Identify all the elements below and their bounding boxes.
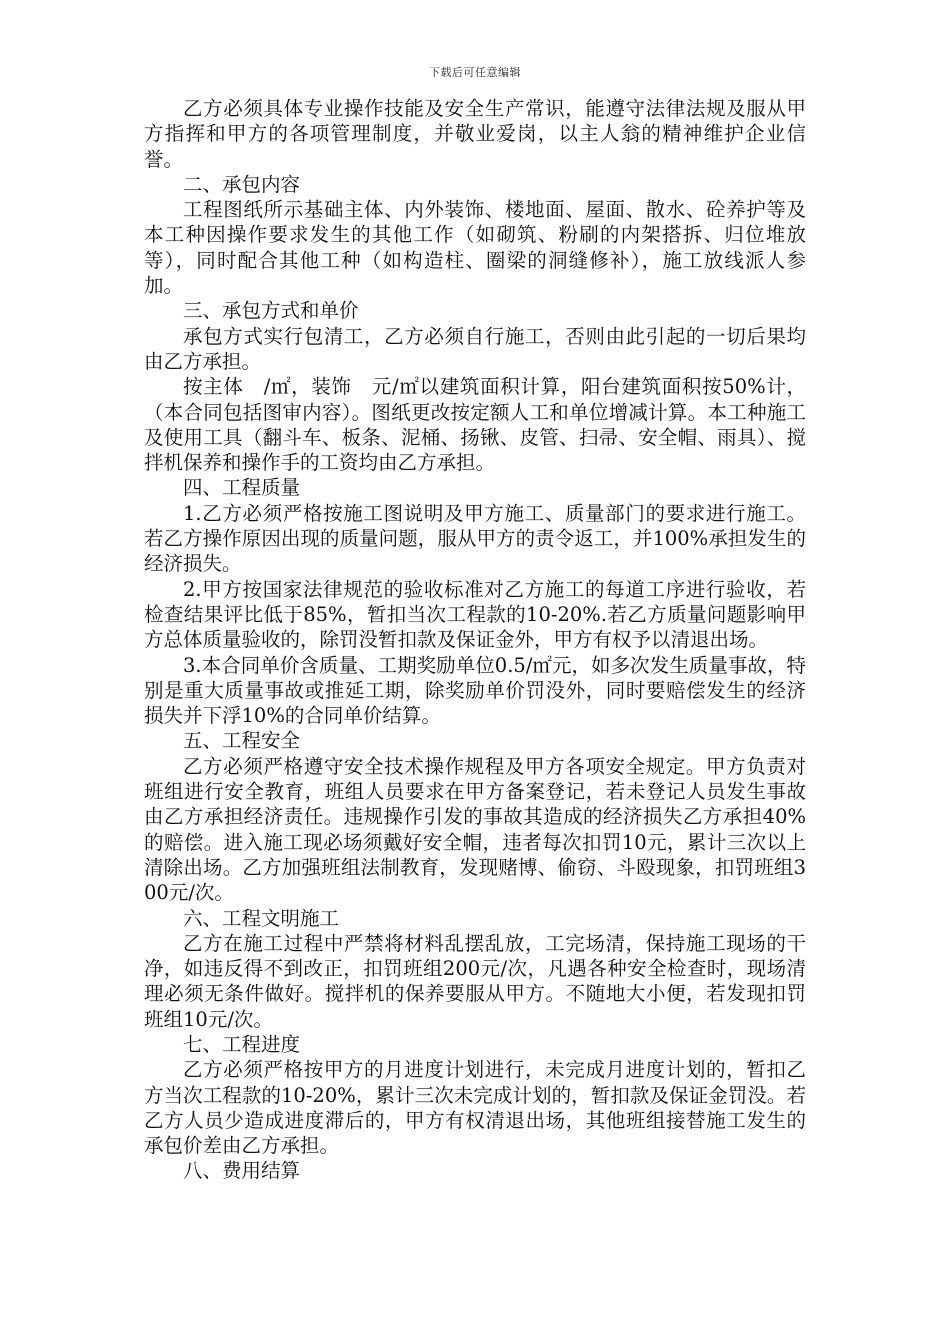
header-note: 下载后可任意编辑: [429, 66, 521, 79]
paragraph: 承包方式实行包清工，乙方必须自行施工，否则由此引起的一切后果均由乙方承担。: [144, 324, 806, 373]
paragraph: 2.甲方按国家法律规范的验收标准对乙方施工的每道工序进行验收，若检查结果评比低于85%，暂扣当次工程款的10-20%.若乙方质量问题影响甲方总体质量验收的，除罚没暂扣款及保证金外，甲方有权予以清退出场。: [144, 577, 806, 652]
contract-body: [144, 96, 806, 1184]
paragraph: 3.本合同单价含质量、工期奖励单位0.5/㎡元，如多次发生质量事故，特别是重大质量事故或推延工期，除奖励单价罚没外，同时要赔偿发生的经济损失并下浮10%的合同单价结算。: [144, 653, 806, 728]
paragraph: 乙方必须严格遵守安全技术操作规程及甲方各项安全规定。甲方负责对班组进行安全教育，班组人员要求在甲方备案登记，若未登记人员发生事故由乙方承担经济责任。违规操作引发的事故其造成的经济损失乙方承担40%的赔偿。进入施工现必场须戴好安全帽，违者每次扣罚10元，累计三次以上清除出场。乙方加强班组法制教育，发现赌博、偷窃、斗殴现象，扣罚班组300元/次。: [144, 754, 806, 905]
paragraph: 乙方必须严格按甲方的月进度计划进行，未完成月进度计划的，暂扣乙方当次工程款的10-20%，累计三次未完成计划的，暂扣款及保证金罚没。若乙方人员少造成进度滞后的，甲方有权清退出场，其他班组接替施工发生的承包价差由乙方承担。: [144, 1058, 806, 1158]
section-heading: 四、工程质量: [183, 476, 301, 500]
paragraph: 工程图纸所示基础主体、内外装饰、楼地面、屋面、散水、砼养护等及本工种因操作要求发生的其他工作（如砌筑、粉刷的内架搭拆、归位堆放等），同时配合其他工种（如构造柱、圈梁的洞缝修补），施工放线派人参加。: [144, 198, 806, 298]
section-heading: 三、承包方式和单价: [183, 299, 359, 323]
paragraph: 1.乙方必须严格按施工图说明及甲方施工、质量部门的要求进行施工。若乙方操作原因出现的质量问题，服从甲方的责令返工，并100%承担发生的经济损失。: [144, 501, 806, 576]
paragraph: 按主体 /㎡，装饰 元/㎡以建筑面积计算，阳台建筑面积按50%计，（本合同包括图审内容）。图纸更改按定额人工和单位增减计算。本工种施工及使用工具（翻斗车、板条、泥桶、扬锹、皮管、扫帚、安全帽、雨具）、搅拌机保养和操作手的工资均由乙方承担。: [144, 375, 806, 475]
paragraph: 乙方在施工过程中严禁将材料乱摆乱放，工完场清，保持施工现场的干净，如违反得不到改正，扣罚班组200元/次，凡遇各种安全检查时，现场清理必须无条件做好。搅拌机的保养要服从甲方。不随地大小便，若发现扣罚班组10元/次。: [144, 931, 806, 1031]
section-heading: 五、工程安全: [183, 729, 301, 753]
section-heading: 八、费用结算: [183, 1159, 301, 1183]
section-heading: 六、工程文明施工: [183, 906, 340, 930]
section-heading: 七、工程进度: [183, 1032, 301, 1056]
paragraph: 乙方必须具体专业操作技能及安全生产常识，能遵守法律法规及服从甲方指挥和甲方的各项管理制度，并敬业爱岗，以主人翁的精神维护企业信誉。: [144, 97, 806, 171]
section-heading: 二、承包内容: [183, 172, 301, 196]
